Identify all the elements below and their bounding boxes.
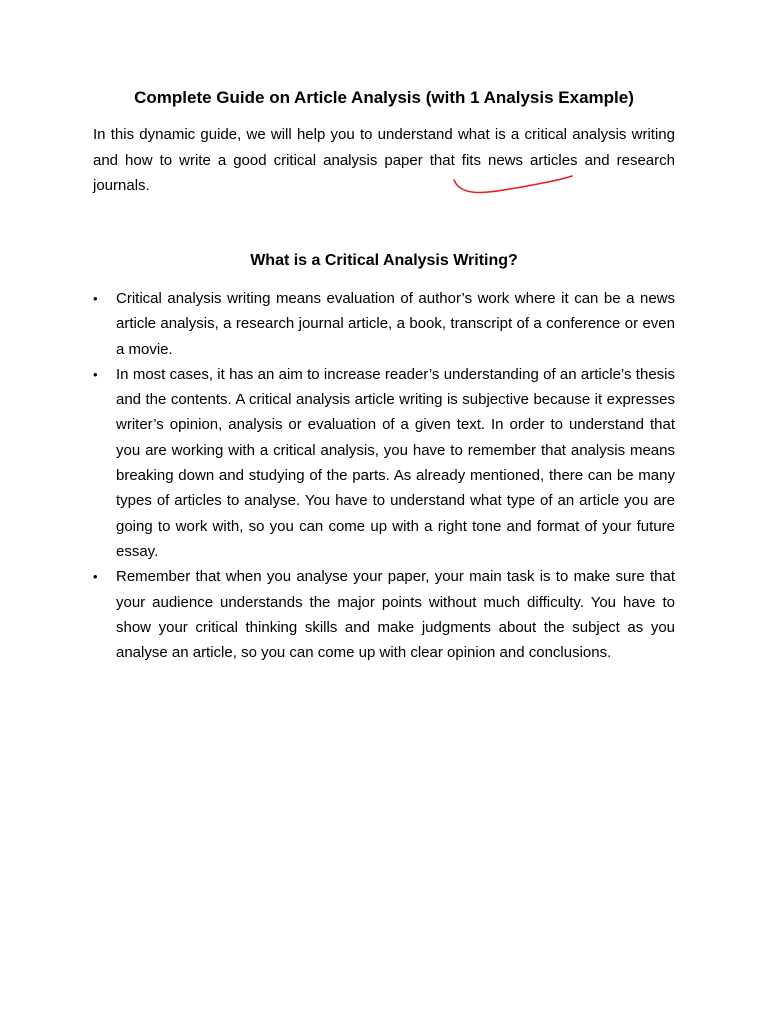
page-title: Complete Guide on Article Analysis (with 1 Analysis Example) [134, 88, 634, 107]
bullet-dot-icon: • [93, 291, 98, 306]
bullet-item-3 [93, 564, 675, 665]
bullet-dot-icon: • [93, 366, 98, 382]
bullet-dot-icon: • [93, 569, 98, 585]
red-pen-underline-annotation [448, 168, 578, 202]
intro-paragraph: In this dynamic guide, we will help you to understand what is a critical analysis writing and how to write a good critical analysis paper that fits news articles and research journals. [93, 126, 675, 194]
bullet-list [93, 286, 675, 665]
bullet-item-1 [93, 286, 675, 362]
bullet-text: Remember that when you analyse your paper, your main task is to make sure that your audience understands the major points without much difficulty. You have to show your critical thinking skills and make judgments about the subject as you analyse an article, so you can come up with clear opinion and conclusions. [116, 568, 675, 662]
bullet-text: Critical analysis writing means evaluation of author’s work where it can be a news article analysis, a research journal article, a book, transcript of a conference or even a movie. [116, 290, 675, 358]
bullet-item-2 [93, 362, 675, 564]
bullet-text: In most cases, it has an aim to increase reader’s understanding of an article’s thesis and the contents. A critical analysis article writing is subjective because it expresses writer’s opinion, analysis or evaluation of a given text. In order to understand that you are working with a critical analysis, you have to remember that analysis means breaking down and studying of the parts. As already mentioned, there can be many types of articles to analyse. You have to understand what type of an article you are going to work with, so you can come up with a right tone and format of your future essay. [116, 365, 675, 560]
section-heading: What is a Critical Analysis Writing? [250, 252, 518, 269]
